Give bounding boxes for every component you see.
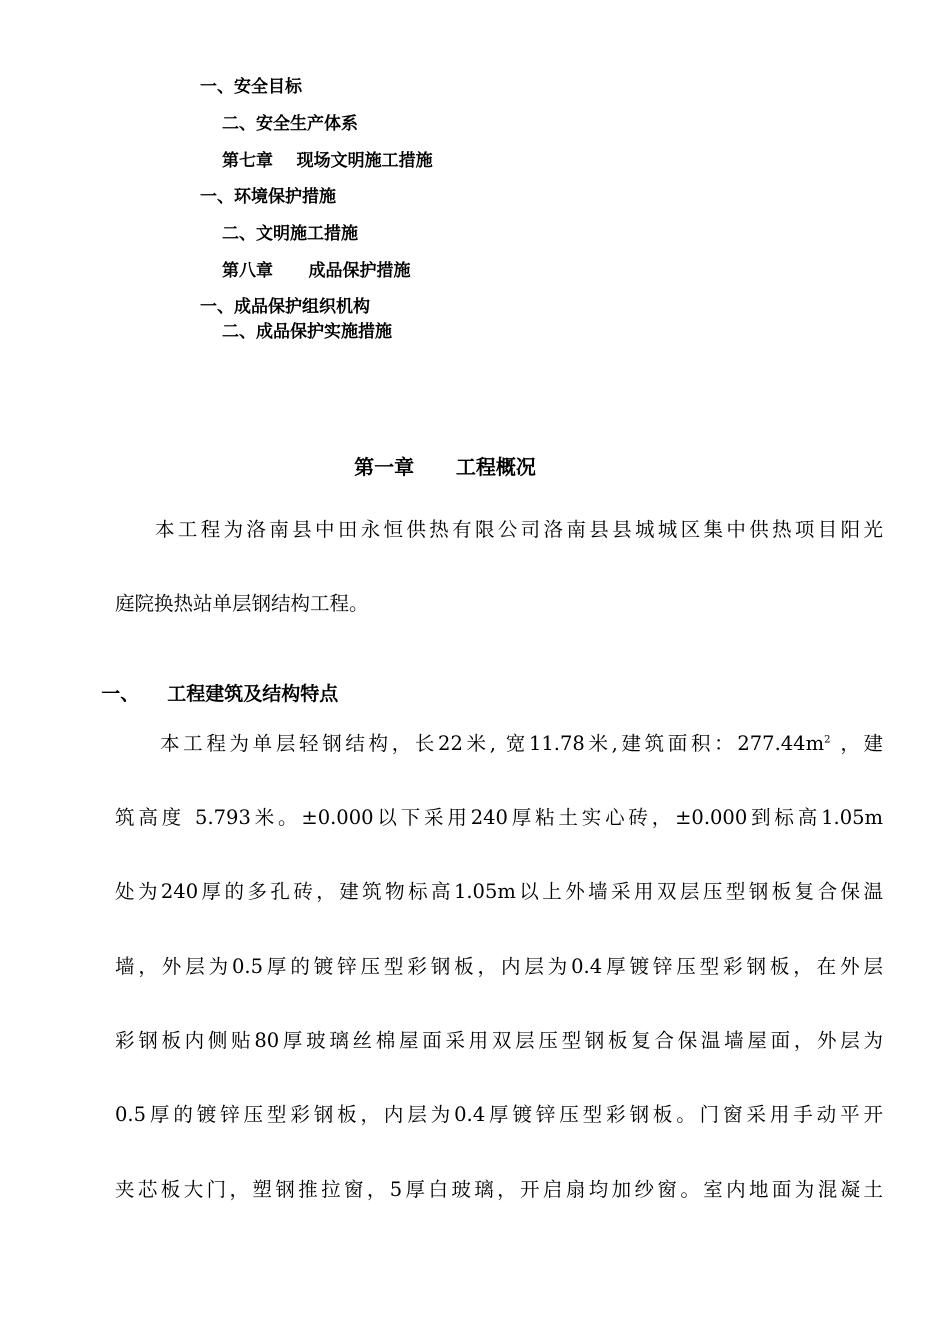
- paragraph-line: 夹芯板大门，塑钢推拉窗，5厚白玻璃，开启扇均加纱窗。室内地面为混凝土: [115, 1178, 883, 1201]
- toc-item: 一、成品保护组织机构: [200, 297, 370, 317]
- paragraph-line: 本工程为洛南县中田永恒供热有限公司洛南县县城城区集中供热项目阳光: [155, 518, 883, 541]
- section-number: 一、: [101, 683, 140, 705]
- toc-item: 一、安全目标: [200, 77, 302, 97]
- line-text: 本工程为单层轻钢结构，长22米, 宽11.78米,建筑面积：277.44m: [160, 732, 825, 755]
- paragraph-line: 处为240厚的多孔砖，建筑物标高1.05m以上外墙采用双层压型钢板复合保温: [115, 880, 883, 903]
- paragraph-line: [160, 731, 883, 757]
- section-title: 工程建筑及结构特点: [167, 683, 339, 705]
- toc-item: 二、安全生产体系: [222, 114, 358, 134]
- toc-item: 一、环境保护措施: [200, 187, 336, 207]
- toc-chapter-item: 第八章 成品保护措施: [222, 261, 411, 281]
- paragraph-line: 筑高度 5.793米。±0.000以下采用240厚粘土实心砖，±0.000到标高1.05m: [115, 806, 883, 829]
- line-text: ，建: [830, 732, 883, 755]
- paragraph-line: 彩钢板内侧贴80厚玻璃丝棉屋面采用双层压型钢板复合保温墙屋面，外层为: [115, 1029, 883, 1052]
- chapter-title: 第一章 工程概况: [354, 455, 536, 479]
- toc-chapter-item: 第七章 现场文明施工措施: [222, 151, 433, 171]
- paragraph-line: 墙，外层为0.5厚的镀锌压型彩钢板，内层为0.4厚镀锌压型彩钢板，在外层: [115, 955, 883, 978]
- section-heading: [88, 655, 338, 707]
- toc-item: 二、文明施工措施: [222, 224, 358, 244]
- toc-item: 二、成品保护实施措施: [222, 322, 392, 342]
- superscript: 2: [824, 734, 831, 746]
- paragraph-line: 0.5厚的镀锌压型彩钢板，内层为0.4厚镀锌压型彩钢板。门窗采用手动平开: [115, 1103, 883, 1126]
- paragraph-line: 庭院换热站单层钢结构工程。: [115, 592, 369, 615]
